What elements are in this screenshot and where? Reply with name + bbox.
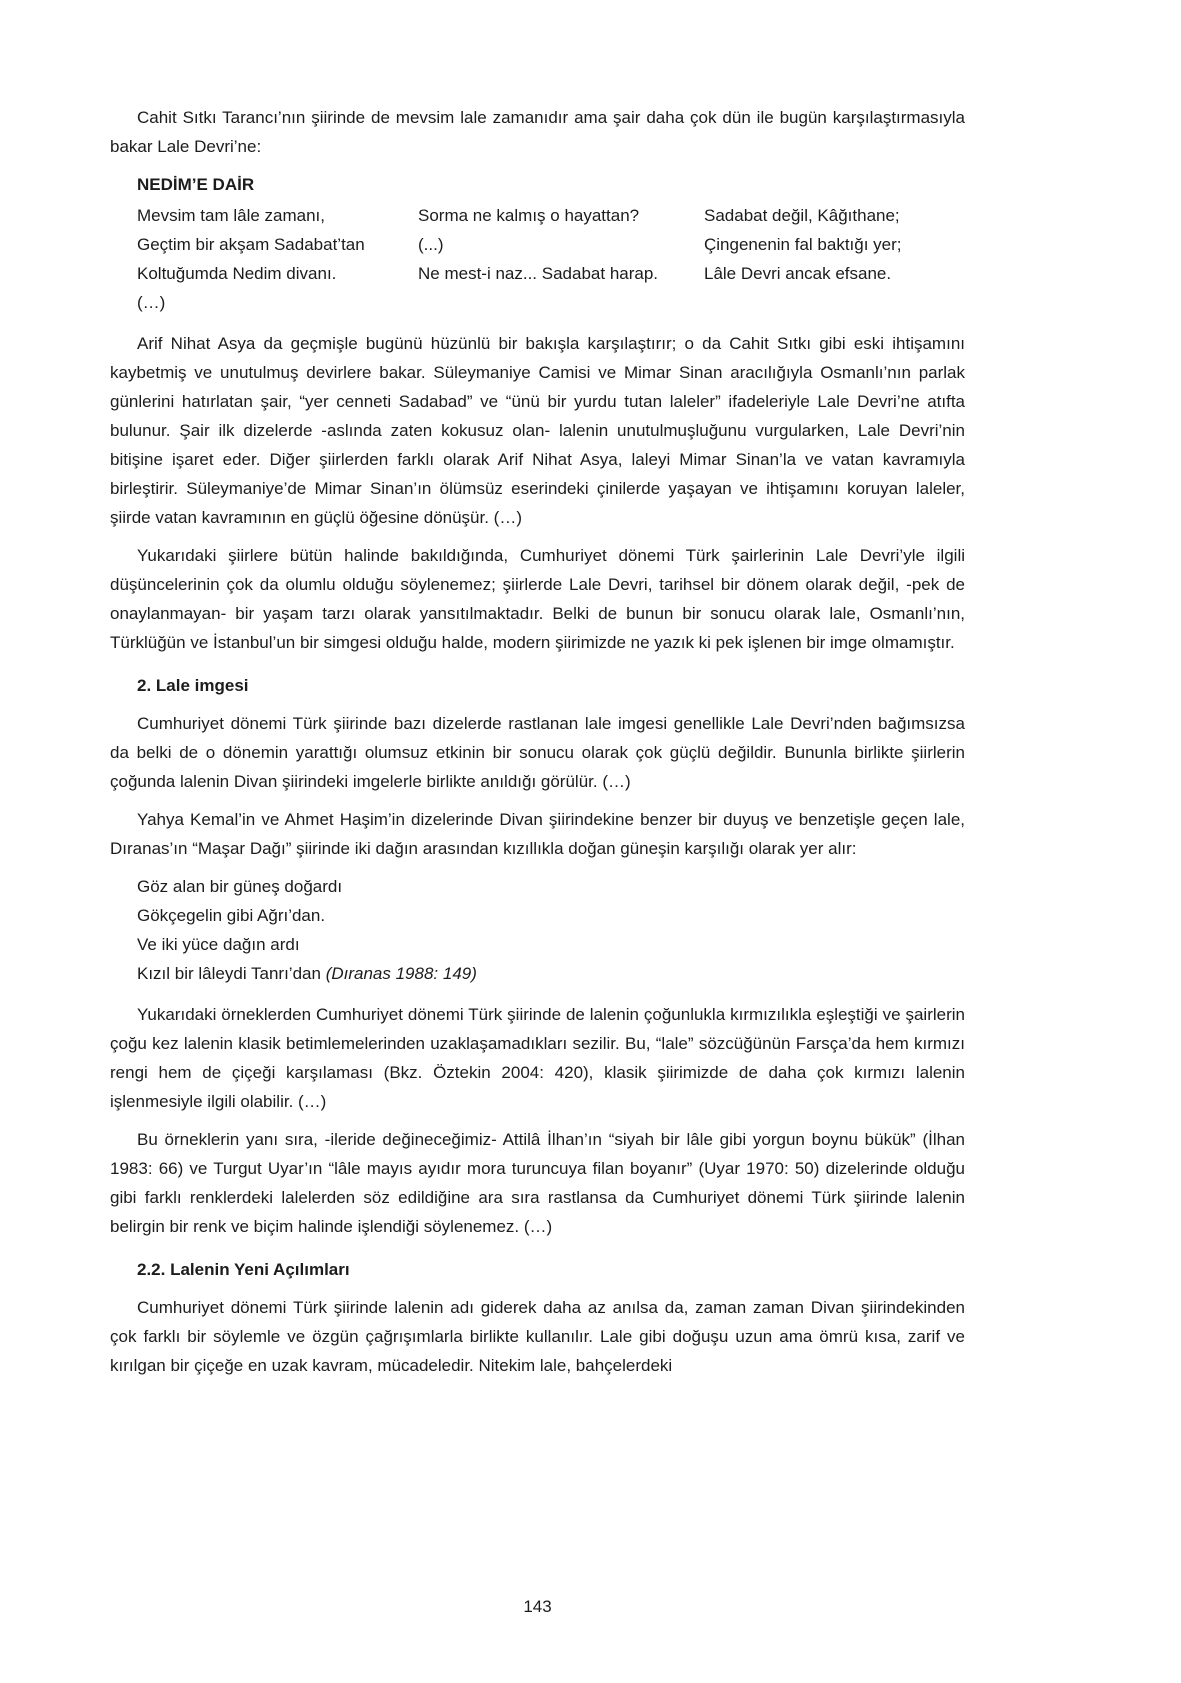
poem-line-with-citation [137,959,965,988]
poem-citation: (Dıranas 1988: 149) [325,964,477,983]
poem-line: (...) [418,235,444,254]
section-heading-yeni-acilimlar: 2.2. Lalenin Yeni Açılımları [137,1260,350,1279]
paragraph-arif-nihat-asya: Arif Nihat Asya da geçmişle bugünü hüzünlü bir bakışla karşılaştırır; o da Cahit Sıtkı gibi eski ihtişamını kaybetmiş ve unutulmuş devirlere bakar. Süleymaniye Camisi ve Mimar Sinan aracılığıyla Osmanlı’nın parlak günlerini hatırlatan şair, “yer cenneti Sadabad” ve “ünü bir yurdu tutan laleler” ifadeleriyle Lale Devri’ne atıfta bulunur. Şair ilk dizelerde -aslında zaten kokusuz olan- lalenin unutulmuşluğunu vurgularken, Lale Devri’nin bitişine işaret eder. Diğer şiirlerden farklı olarak Arif Nihat Asya, laleyi Mimar Sinan’la ve vatan kavramıyla birleştirir. Süleymaniye’de Mimar Sinan’ın ölümsüz eserindeki çinilerde yaşayan ve ihtişamını koruyan laleler, şiirde vatan kavramının en güçlü öğesine dönüşür. (…) [110,334,965,527]
poem-column-3 [704,201,965,288]
section-heading-lale-imgesi: 2. Lale imgesi [137,676,249,695]
paragraph-intro: Cahit Sıtkı Tarancı’nın şiirinde de mevsim lale zamanıdır ama şair daha çok dün ile bugün karşılaştırmasıyla bakar Lale Devri’ne: [110,108,965,156]
poem-column-1 [137,201,418,317]
page-number: 143 [523,1597,552,1616]
poem-columns [137,201,965,317]
poem-line: Koltuğumda Nedim divanı. [137,264,337,283]
poem-title-nedime-dair: NEDİM’E DAİR [137,175,255,194]
paragraph-lale-imgesi: Cumhuriyet dönemi Türk şiirinde bazı dizelerde rastlanan lale imgesi genellikle Lale Devri’nden bağımsızsa da belki de o dönemin yarattığı olumsuz etkinin bir sonucu olarak çok güçlü değildir. Bununla birlikte şiirlerin çoğunda lalenin Divan şiirindeki imgelerle birlikte anıldığı görülür. (…) [110,714,965,791]
poem-last-line-text: Kızıl bir lâleydi Tanrı’dan [137,964,321,983]
paragraph-ornekler-kirmizilik: Yukarıdaki örneklerden Cumhuriyet dönemi Türk şiirinde de lalenin çoğunlukla kırmızılıkla eşleştiği ve şairlerin çoğu kez lalenin klasik betimlemelerinden uzaklaşamadıkları sezilir. Bu, “lale” sözcüğünün Farsça’da hem kırmızı rengi hem de çiçeği karşılaması (Bkz. Öztekin 2004: 420), klasik şiirimizde de daha çok kırmızı lalenin işlenmesiyle ilgili olabilir. (…) [110,1005,965,1111]
paragraph-yukaridaki-siirler: Yukarıdaki şiirlere bütün halinde bakıldığında, Cumhuriyet dönemi Türk şairlerinin Lale Devri’yle ilgili düşüncelerinin çok da olumlu olduğu söylenemez; şiirlerde Lale Devri, tarihsel bir dönem olarak değil, -pek de onaylanmayan- bir yaşam tarzı olarak yansıtılmaktadır. Belki de bunun bir sonucu olarak lale, Osmanlı’nın, Türklüğün ve İstanbul’un bir simgesi olduğu halde, modern şiirimizde ne yazık ki pek işlenen bir imge olmamıştır. [110,546,965,652]
paragraph-son: Cumhuriyet dönemi Türk şiirinde lalenin adı giderek daha az anılsa da, zaman zaman Divan şiirindekinden çok farklı bir söylemle ve özgün çağrışımlarla birlikte kullanılır. Lale gibi doğuşu uzun ama ömrü kısa, zarif ve kırılgan bir çiçeğe en uzak kavram, mücadeledir. Nitekim lale, bahçelerdeki [110,1298,965,1375]
poem-line: Ne mest-i naz... Sadabat harap. [418,264,659,283]
poem-column-2 [418,201,704,288]
poem-line: Gökçegelin gibi Ağrı’dan. [137,906,326,925]
paragraph-bu-ornekler: Bu örneklerin yanı sıra, -ileride değineceğimiz- Attilâ İlhan’ın “siyah bir lâle gibi yorgun boynu bükük” (İlhan 1983: 66) ve Turgut Uyar’ın “lâle mayıs ayıdır mora turuncuya filan boyanır” (Uyar 1970: 50) dizelerinde olduğu gibi farklı renklerdeki lalelerden söz edildiğine ara sıra rastlansa da Cumhuriyet dönemi Türk şiirinde lalenin belirgin bir renk ve biçim halinde işlendiği söylenemez. (…) [110,1130,965,1236]
poem-diranas [137,872,965,988]
poem-line: Lâle Devri ancak efsane. [704,264,892,283]
poem-line: Sadabat değil, Kâğıthane; [704,206,900,225]
poem-line: Sorma ne kalmış o hayattan? [418,206,640,225]
poem-line: Çingenenin fal baktığı yer; [704,235,902,254]
poem-line: Göz alan bir güneş doğardı [137,877,343,896]
poem-line: Geçtim bir akşam Sadabat’tan [137,235,365,254]
poem-line: Ve iki yüce dağın ardı [137,935,300,954]
poem-line: (…) [137,293,166,312]
paragraph-yahya-kemal: Yahya Kemal’in ve Ahmet Haşim’in dizelerinde Divan şiirindekine benzer bir duyuş ve benzetişle geçen lale, Dıranas’ın “Maşar Dağı” şiirinde iki dağın arasından kızıllıkla doğan güneşin karşılığı olarak yer alır: [110,810,965,858]
poem-line: Mevsim tam lâle zamanı, [137,206,325,225]
